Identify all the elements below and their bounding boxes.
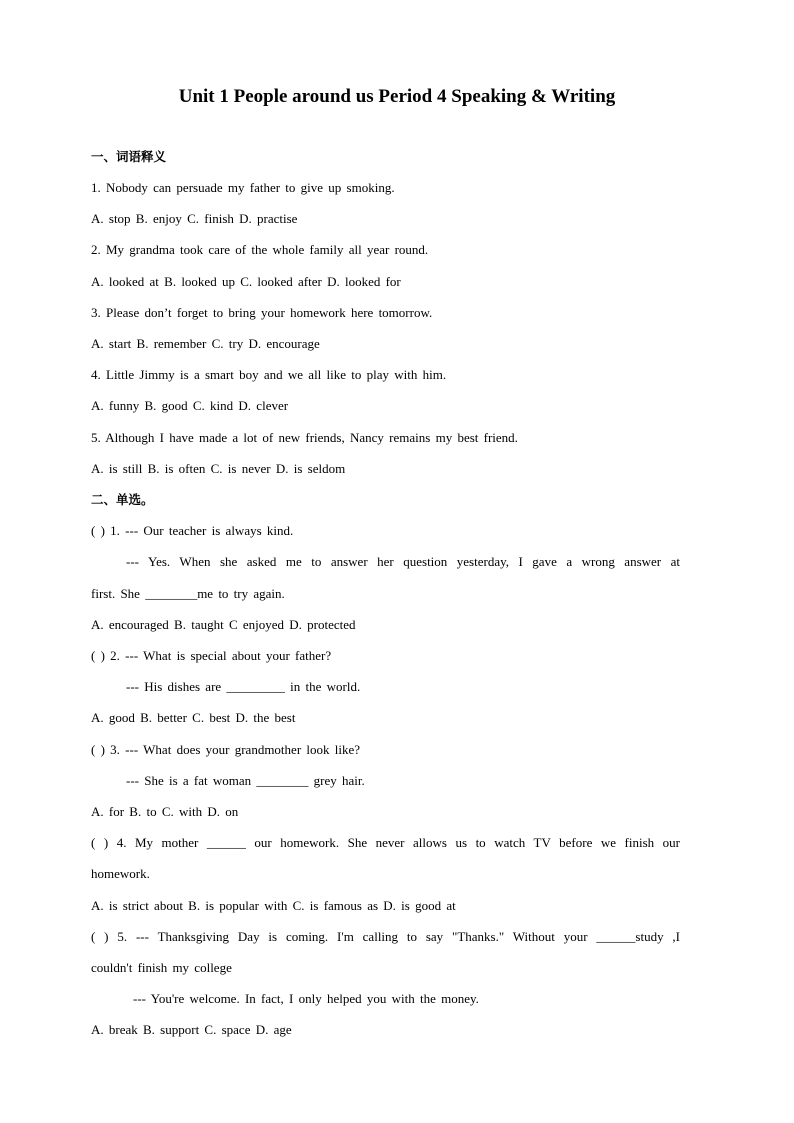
vocab-question-3: 3. Please don’t forget to bring your homework here tomorrow.	[91, 305, 433, 320]
mc-question-5-line1: ( ) 5. --- Thanksgiving Day is coming. I'm calling to say "Thanks." Without your ______study ,I	[91, 929, 680, 944]
section-heading-vocabulary: 一、词语释义	[91, 149, 167, 164]
section-heading-single-choice: 二、单选。	[91, 492, 154, 507]
mc-options-5: A. break B. support C. space D. age	[91, 1022, 292, 1037]
mc-question-1-line2: --- Yes. When she asked me to answer her question yesterday, I gave a wrong answer at	[126, 554, 680, 569]
vocab-options-5: A. is still B. is often C. is never D. is seldom	[91, 461, 346, 476]
mc-question-4-line2: homework.	[91, 866, 150, 881]
vocab-question-5: 5. Although I have made a lot of new friends, Nancy remains my best friend.	[91, 430, 518, 445]
page-title: Unit 1 People around us Period 4 Speaking & Writing	[178, 86, 616, 107]
vocab-options-1: A. stop B. enjoy C. finish D. practise	[91, 211, 298, 226]
mc-question-1-line3: first. She ________me to try again.	[91, 586, 285, 601]
mc-question-3-line2: --- She is a fat woman ________ grey hair.	[126, 773, 365, 788]
mc-options-3: A. for B. to C. with D. on	[91, 804, 239, 819]
mc-options-2: A. good B. better C. best D. the best	[91, 710, 296, 725]
mc-question-3-line1: ( ) 3. --- What does your grandmother look like?	[91, 742, 361, 757]
mc-question-4-line1: ( ) 4. My mother ______ our homework. She never allows us to watch TV before we finish our	[91, 835, 680, 850]
vocab-options-3: A. start B. remember C. try D. encourage	[91, 336, 320, 351]
mc-options-1: A. encouraged B. taught C enjoyed D. protected	[91, 617, 356, 632]
vocab-options-4: A. funny B. good C. kind D. clever	[91, 398, 289, 413]
mc-options-4: A. is strict about B. is popular with C. is famous as D. is good at	[91, 898, 456, 913]
vocab-question-2: 2. My grandma took care of the whole family all year round.	[91, 242, 429, 257]
vocab-options-2: A. looked at B. looked up C. looked after D. looked for	[91, 274, 401, 289]
mc-question-5-line3: --- You're welcome. In fact, I only helped you with the money.	[133, 991, 479, 1006]
vocab-question-4: 4. Little Jimmy is a smart boy and we all like to play with him.	[91, 367, 447, 382]
mc-question-2-line1: ( ) 2. --- What is special about your father?	[91, 648, 332, 663]
mc-question-2-line2: --- His dishes are _________ in the world.	[126, 679, 361, 694]
mc-question-1-line1: ( ) 1. --- Our teacher is always kind.	[91, 523, 294, 538]
vocab-question-1: 1. Nobody can persuade my father to give up smoking.	[91, 180, 395, 195]
mc-question-5-line2: couldn't finish my college	[91, 960, 232, 975]
